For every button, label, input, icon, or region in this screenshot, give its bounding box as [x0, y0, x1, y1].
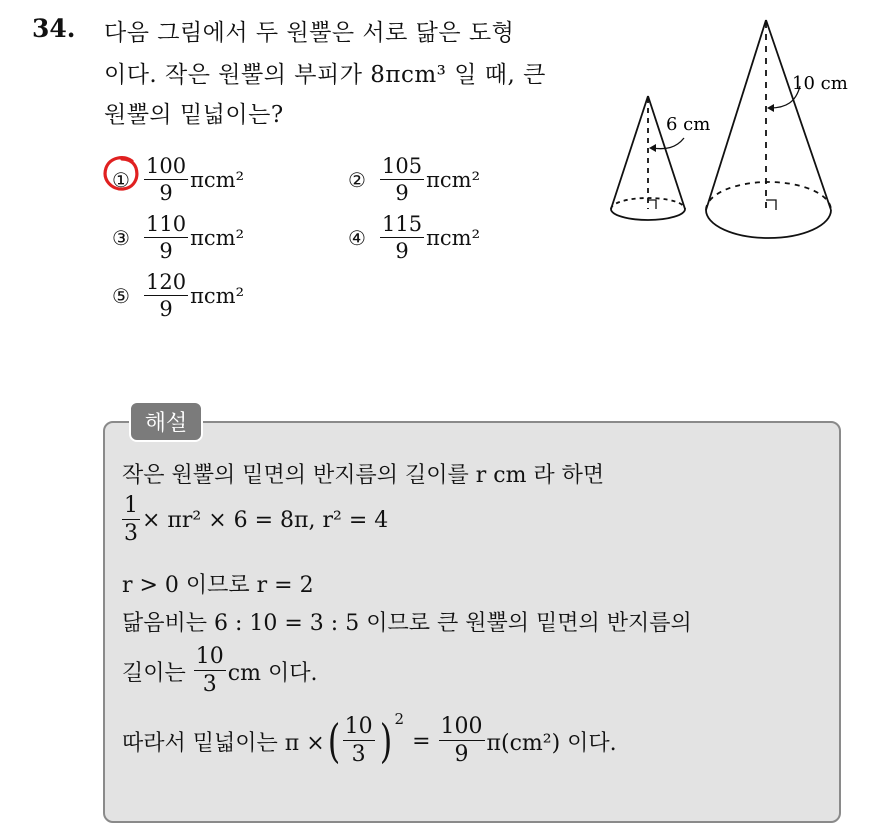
line2-rest: × πr² × 6 = 8π, r² = 4	[142, 507, 389, 533]
fraction-denominator: 3	[202, 672, 217, 697]
choice-fraction	[144, 214, 188, 262]
small-height-label: 6 cm	[666, 114, 711, 135]
small-arrow-head-icon	[649, 144, 656, 152]
large-arrow-head-icon	[767, 104, 774, 112]
fraction-numerator: 10	[344, 714, 373, 739]
large-height-label: 10 cm	[792, 73, 848, 94]
question-number: 34.	[32, 14, 76, 43]
choice-unit: πcm²	[426, 168, 480, 192]
solution-line-5	[122, 646, 317, 696]
question-text-line-2: 이다. 작은 원뿔의 부피가 8πcm³ 일 때, 큰	[104, 62, 546, 88]
choice-3[interactable]	[108, 214, 244, 262]
choice-fraction	[380, 156, 424, 204]
fraction-numerator: 115	[382, 212, 423, 236]
choice-unit: πcm²	[190, 226, 244, 250]
small-height-leader	[652, 138, 684, 149]
line6-equals: =	[412, 728, 431, 754]
solution-line-3: r > 0 이므로 r = 2	[122, 573, 314, 598]
line6-prefix: 따라서 밑넓이는 π ×	[122, 730, 325, 756]
choice-marker: ③	[112, 226, 130, 250]
large-cone-base-front	[706, 210, 831, 238]
large-right-angle	[766, 200, 776, 210]
line6-result-fraction	[439, 716, 485, 766]
fraction-numerator: 110	[146, 212, 187, 236]
fraction-denominator: 3	[124, 521, 138, 546]
choice-4[interactable]	[344, 214, 480, 262]
choice-unit: πcm²	[190, 168, 244, 192]
choice-marker: ④	[348, 226, 366, 250]
line6-exponent: 2	[394, 710, 405, 728]
fraction-denominator: 9	[454, 742, 469, 767]
small-cone-side-right	[648, 96, 685, 209]
small-cone-side-left	[611, 96, 648, 209]
solution-line-1: 작은 원뿔의 밑면의 반지름의 길이를 r cm 라 하면	[122, 463, 605, 488]
fraction-numerator: 1	[124, 493, 138, 518]
fraction-numerator: 10	[195, 644, 224, 669]
fraction-denominator: 9	[395, 181, 409, 205]
choice-5[interactable]	[108, 272, 244, 320]
fraction-denominator: 3	[351, 742, 366, 767]
choice-unit: πcm²	[426, 226, 480, 250]
choice-2[interactable]	[344, 156, 480, 204]
fraction-denominator: 9	[159, 181, 173, 205]
solution-line-4: 닮음비는 6 : 10 = 3 : 5 이므로 큰 원뿔의 밑면의 반지름의	[122, 611, 692, 636]
solution-line-6	[122, 710, 617, 768]
choice-fraction	[380, 214, 424, 262]
choice-fraction	[144, 156, 188, 204]
choice-fraction	[144, 272, 188, 320]
line6-suffix: π(cm²) 이다.	[486, 730, 617, 756]
answer-circle-icon	[102, 154, 140, 192]
large-cone-base-back	[706, 182, 831, 210]
right-paren-icon: )	[379, 714, 392, 768]
fraction-numerator: 100	[146, 154, 187, 178]
line5-suffix: cm 이다.	[227, 660, 318, 686]
fraction-denominator: 9	[159, 239, 173, 263]
solution-line-2	[122, 495, 388, 545]
question-text-line-1: 다음 그림에서 두 원뿔은 서로 닮은 도형	[104, 20, 515, 46]
fraction-numerator: 120	[146, 270, 187, 294]
cones-figure	[600, 10, 860, 250]
choice-unit: πcm²	[190, 284, 244, 308]
left-paren-icon: (	[327, 714, 340, 768]
fraction-numerator: 105	[382, 154, 423, 178]
small-right-angle	[648, 200, 656, 209]
solution-tag: 해설	[129, 401, 203, 442]
question-text-line-3: 원뿔의 밑넓이는?	[104, 102, 284, 128]
line2-fraction	[122, 495, 140, 545]
large-cone-side-left	[706, 20, 766, 210]
choice-marker: ②	[348, 168, 366, 192]
fraction-denominator: 9	[395, 239, 409, 263]
choice-marker: ⑤	[112, 284, 130, 308]
line5-prefix: 길이는	[122, 660, 186, 686]
fraction-numerator: 100	[440, 714, 483, 739]
line5-fraction	[194, 646, 226, 696]
fraction-denominator: 9	[159, 297, 173, 321]
small-cone-base-front	[611, 209, 685, 220]
line6-inner-fraction	[343, 716, 375, 766]
choice-marker: ①	[112, 168, 130, 192]
